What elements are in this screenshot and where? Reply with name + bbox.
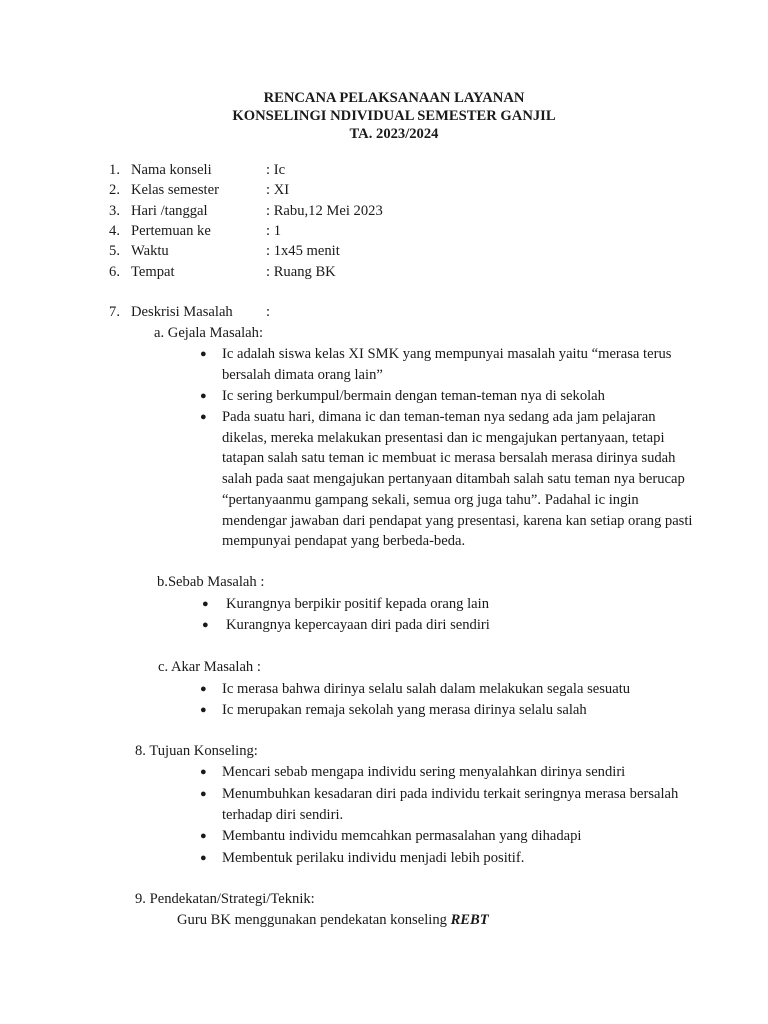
section-heading: 9. Pendekatan/Strategi/Teknik:	[135, 891, 315, 907]
doc-title-line2: KONSELINGI NDIVIDUAL SEMESTER GANJIL	[232, 108, 556, 124]
identity-label: Hari /tanggal	[131, 203, 208, 219]
identity-num: 6.	[109, 264, 120, 280]
identity-num: 5.	[109, 243, 120, 259]
approach-text	[177, 910, 489, 930]
section-heading: 8. Tujuan Konseling:	[135, 743, 258, 759]
list-item: Pada suatu hari, dimana ic dan teman-teman nya sedang ada jam pelajaran dikelas, mereka melakukan presentasi dan ic mengajukan pertanyaan, tetapi tatapan salah satu teman ic membuat ic merasa bersalah merasa dirinya sudah salah pada saat mengajukan pertanyaan ditambah salah satu teman nya berucap “pertanyaanmu gampang sekali, semua org juga tahu”. Padahal ic ingin mendengar jawaban dari pendapat yang presentasi, karena kan setiap orang pasti mempunyai pendapat yang berbeda-beda.	[222, 409, 693, 550]
bullet-icon: ●	[202, 619, 209, 631]
identity-label: Kelas semester	[131, 182, 219, 198]
doc-title-line3: TA. 2023/2024	[349, 126, 439, 142]
subsection-heading-causes: b.Sebab Masalah :	[157, 574, 265, 590]
approach-text-body: Guru BK menggunakan pendekatan konseling	[177, 912, 451, 928]
identity-value: : XI	[266, 182, 290, 198]
identity-num: 4.	[109, 223, 120, 239]
list-item: Ic sering berkumpul/bermain dengan teman-teman nya di sekolah	[222, 388, 605, 404]
subsection-heading-root-cause: c. Akar Masalah :	[158, 659, 261, 675]
identity-label: Pertemuan ke	[131, 223, 211, 239]
section-number: 7.	[109, 304, 120, 320]
identity-num: 1.	[109, 162, 120, 178]
list-item: Kurangnya berpikir positif kepada orang lain	[226, 596, 490, 612]
bullet-icon: ●	[200, 683, 207, 695]
identity-label: Tempat	[131, 264, 175, 280]
bullet-icon: ●	[200, 788, 207, 800]
identity-num: 2.	[109, 182, 120, 198]
identity-value: : Ic	[266, 162, 286, 178]
bullet-icon: ●	[200, 704, 207, 716]
identity-value: : 1	[266, 223, 281, 239]
bullet-icon: ●	[200, 766, 207, 778]
bullet-icon: ●	[200, 348, 207, 360]
bullet-icon: ●	[202, 598, 209, 610]
bullet-icon: ●	[200, 411, 207, 423]
list-item: Ic merupakan remaja sekolah yang merasa dirinya selalu salah	[222, 702, 587, 718]
list-item: Membantu individu memcahkan permasalahan yang dihadapi	[222, 828, 582, 844]
list-item: Ic adalah siswa kelas XI SMK yang mempunyai masalah yaitu “merasa terus bersalah dimata orang lain”	[222, 346, 672, 383]
list-item: Menumbuhkan kesadaran diri pada individu terkait seringnya merasa bersalah terhadap diri sendiri.	[222, 786, 679, 823]
doc-title-line1: RENCANA PELAKSANAAN LAYANAN	[263, 90, 525, 106]
identity-label: Nama konseli	[131, 162, 212, 178]
identity-label: Waktu	[131, 243, 169, 259]
list-item: Membentuk perilaku individu menjadi lebih positif.	[222, 850, 525, 866]
identity-value: : Ruang BK	[266, 264, 336, 280]
bullet-icon: ●	[200, 390, 207, 402]
section-colon: :	[266, 304, 271, 320]
subsection-heading-symptoms: a. Gejala Masalah:	[154, 325, 263, 341]
list-item: Mencari sebab mengapa individu sering menyalahkan dirinya sendiri	[222, 764, 626, 780]
list-item: Kurangnya kepercayaan diri pada diri sendiri	[226, 617, 490, 633]
approach-method-emphasis: REBT	[450, 912, 489, 928]
list-item: Ic merasa bahwa dirinya selalu salah dalam melakukan segala sesuatu	[222, 681, 631, 697]
section-heading: Deskrisi Masalah	[131, 304, 233, 320]
identity-value: : Rabu,12 Mei 2023	[266, 203, 383, 219]
identity-num: 3.	[109, 203, 120, 219]
bullet-icon: ●	[200, 852, 207, 864]
bullet-icon: ●	[200, 830, 207, 842]
identity-value: : 1x45 menit	[266, 243, 340, 259]
